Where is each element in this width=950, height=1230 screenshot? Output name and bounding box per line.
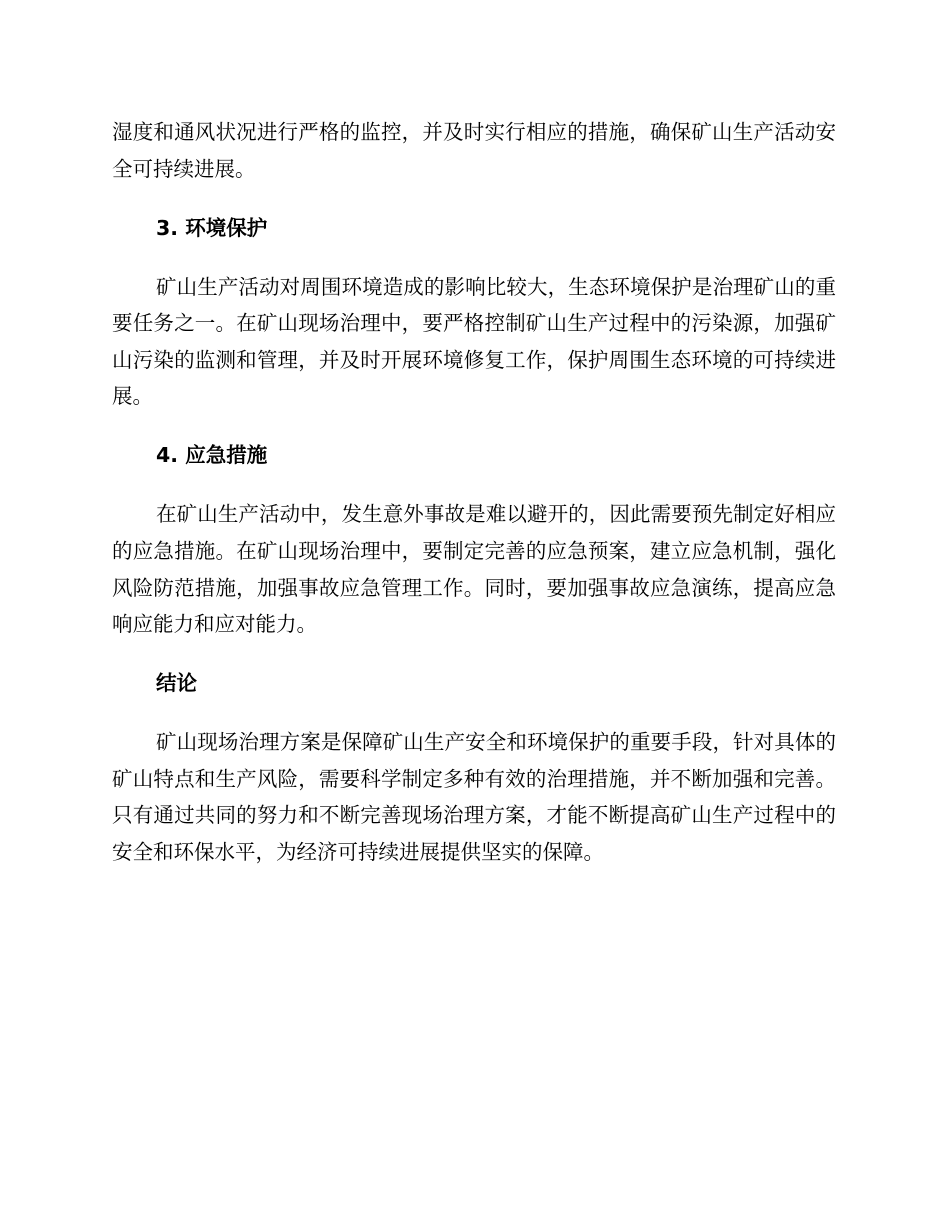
paragraph-gap — [112, 246, 836, 268]
section-heading-environment: 3. 环境保护 — [156, 215, 268, 240]
paragraph-gap — [112, 702, 836, 724]
document-body — [112, 114, 836, 870]
paragraph-gap — [112, 187, 836, 209]
section-heading-conclusion: 结论 — [156, 671, 197, 696]
section-heading-emergency: 4. 应急措施 — [156, 443, 268, 468]
section-body-conclusion: 矿山现场治理方案是保障矿山生产安全和环境保护的重要手段，针对具体的矿山特点和生产风险，需要科学制定多种有效的治理措施，并不断加强和完善。只有通过共同的努力和不断完善现场治理方案，才能不断提高矿山生产过程中的安全和环保水平，为经济可持续进展提供坚实的保障。 — [112, 730, 836, 864]
paragraph-gap — [112, 643, 836, 665]
paragraph-gap — [112, 415, 836, 437]
section-body-environment: 矿山生产活动对周围环境造成的影响比较大，生态环境保护是治理矿山的重要任务之一。在矿山现场治理中，要严格控制矿山生产过程中的污染源，加强矿山污染的监测和管理，并及时开展环境修复工作，保护周围生态环境的可持续进展。 — [112, 274, 836, 409]
paragraph-continued: 湿度和通风状况进行严格的监控，并及时实行相应的措施，确保矿山生产活动安全可持续进展。 — [112, 120, 836, 181]
paragraph-gap — [112, 474, 836, 496]
section-body-emergency: 在矿山生产活动中，发生意外事故是难以避开的，因此需要预先制定好相应的应急措施。在矿山现场治理中，要制定完善的应急预案，建立应急机制，强化风险防范措施，加强事故应急管理工作。同时，要加强事故应急演练，提高应急响应能力和应对能力。 — [112, 502, 836, 637]
